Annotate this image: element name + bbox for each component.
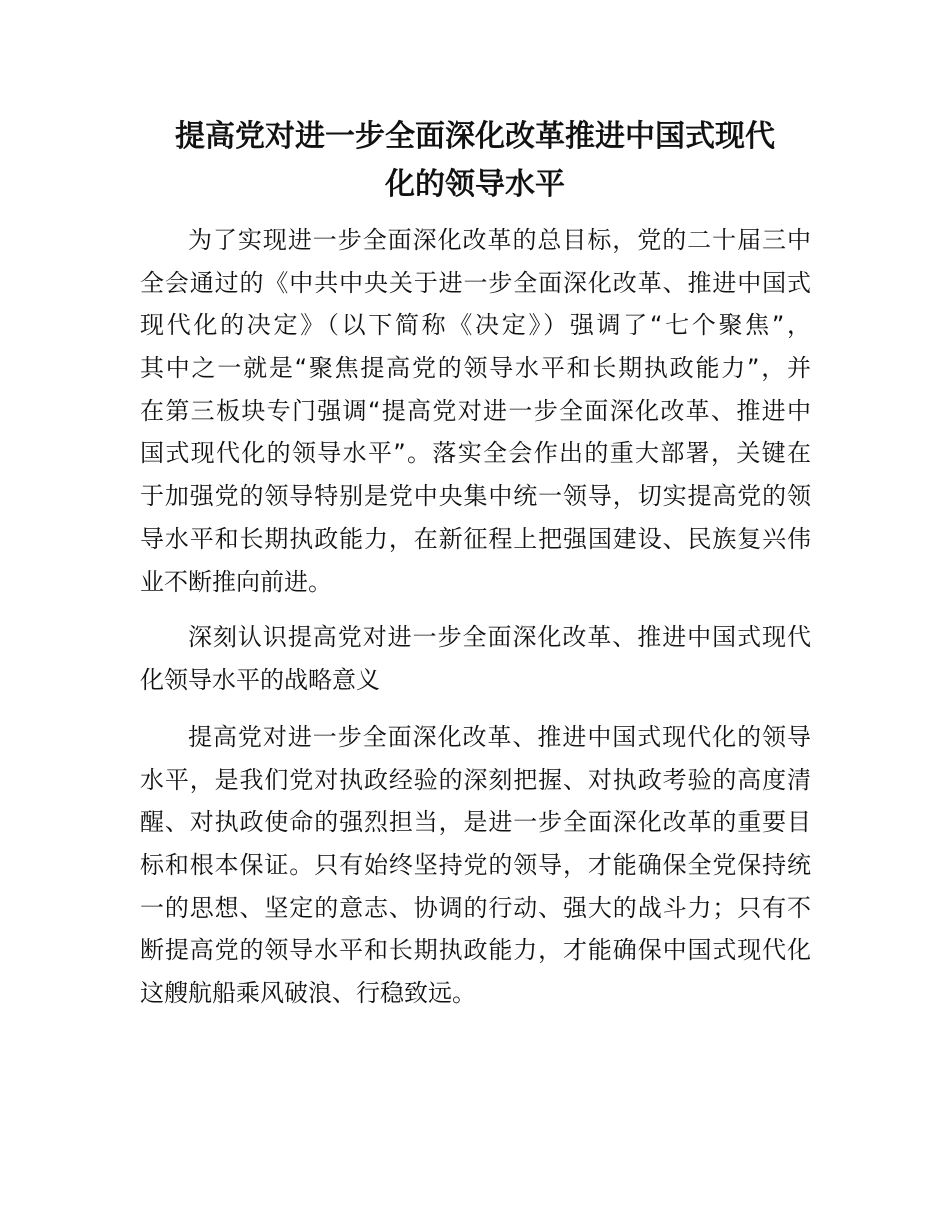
text-line: 断提高党的领导水平和长期执政能力，才能确保中国式现代化 — [140, 936, 811, 965]
text-line: 全会通过的《中共中央关于进一步全面深化改革、推进中国式 — [140, 268, 811, 297]
title-line: 提高党对进一步全面深化改革推进中国式现代 — [175, 119, 775, 154]
text-line: 水平，是我们党对执政经验的深刻把握、对执政考验的高度清 — [140, 765, 811, 794]
text-line: 这艘航船乘风破浪、行稳致远。 — [140, 979, 476, 1008]
text-line: 国式现代化的领导水平”。落实全会作出的重大部署，关键在 — [140, 439, 811, 468]
title-line: 化的领导水平 — [385, 167, 565, 202]
text-line: 化领导水平的战略意义 — [140, 665, 380, 694]
text-line: 于加强党的领导特别是党中央集中统一领导，切实提高党的领 — [140, 482, 811, 511]
document-title — [140, 113, 810, 209]
text-line: 醒、对执政使命的强烈担当，是进一步全面深化改革的重要目 — [140, 808, 811, 837]
paragraph-intro — [140, 219, 811, 603]
text-line: 其中之一就是“聚焦提高党的领导水平和长期执政能力”，并 — [140, 354, 811, 383]
text-line: 为了实现进一步全面深化改革的总目标，党的二十届三中 — [188, 226, 811, 254]
text-line: 一的思想、坚定的意志、协调的行动、强大的战斗力；只有不 — [140, 893, 811, 922]
text-line: 业不断推向前进。 — [140, 567, 332, 596]
text-line: 标和根本保证。只有始终坚持党的领导，才能确保全党保持统 — [140, 851, 811, 880]
text-line: 提高党对进一步全面深化改革、推进中国式现代化的领导 — [188, 723, 811, 751]
text-line: 现代化的决定》（以下简称《决定》）强调了“七个聚焦”， — [140, 311, 811, 340]
paragraph-body — [140, 716, 811, 1015]
text-line: 深刻认识提高党对进一步全面深化改革、推进中国式现代 — [188, 623, 811, 651]
text-line: 导水平和长期执政能力，在新征程上把强国建设、民族复兴伟 — [140, 524, 811, 553]
section-heading — [140, 616, 811, 701]
text-line: 在第三板块专门强调“提高党对进一步全面深化改革、推进中 — [140, 396, 811, 425]
